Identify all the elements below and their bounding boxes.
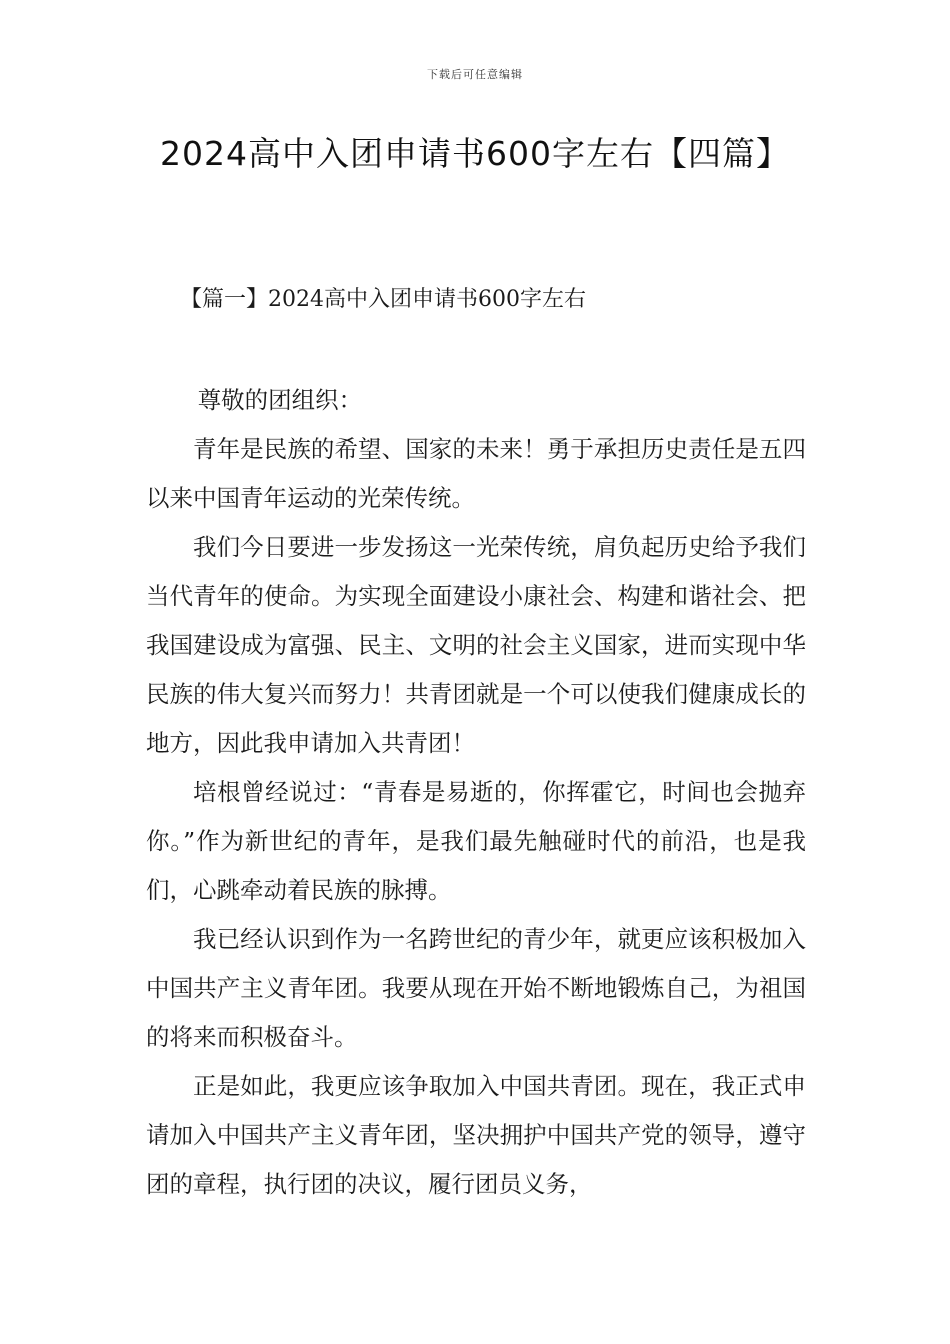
header-note: 下载后可任意编辑 bbox=[427, 68, 523, 81]
paragraph: 正是如此，我更应该争取加入中国共青团。现在，我正式申请加入中国共产主义青年团，坚决拥护中国共产党的领导，遵守团的章程，执行团的决议，履行团员义务， bbox=[146, 1072, 806, 1198]
paragraph: 培根曾经说过：“青春是易逝的，你挥霍它，时间也会抛弃你。”作为新世纪的青年，是我们最先触碰时代的前沿，也是我们，心跳牵动着民族的脉搏。 bbox=[146, 778, 806, 904]
section-heading: 【篇一】2024高中入团申请书600字左右 bbox=[180, 287, 586, 312]
paragraph: 我已经认识到作为一名跨世纪的青少年，就更应该积极加入中国共产主义青年团。我要从现在开始不断地锻炼自己，为祖国的将来而积极奋斗。 bbox=[146, 925, 806, 1051]
letter-body bbox=[146, 376, 806, 1209]
paragraph: 青年是民族的希望、国家的未来！勇于承担历史责任是五四以来中国青年运动的光荣传统。 bbox=[146, 435, 806, 512]
salutation: 尊敬的团组织： bbox=[197, 386, 363, 414]
paragraph: 我们今日要进一步发扬这一光荣传统，肩负起历史给予我们当代青年的使命。为实现全面建设小康社会、构建和谐社会、把我国建设成为富强、民主、文明的社会主义国家，进而实现中华民族的伟大复兴而努力！共青团就是一个可以使我们健康成长的地方，因此我申请加入共青团！ bbox=[146, 533, 806, 757]
document-title: 2024高中入团申请书600字左右【四篇】 bbox=[160, 134, 790, 173]
